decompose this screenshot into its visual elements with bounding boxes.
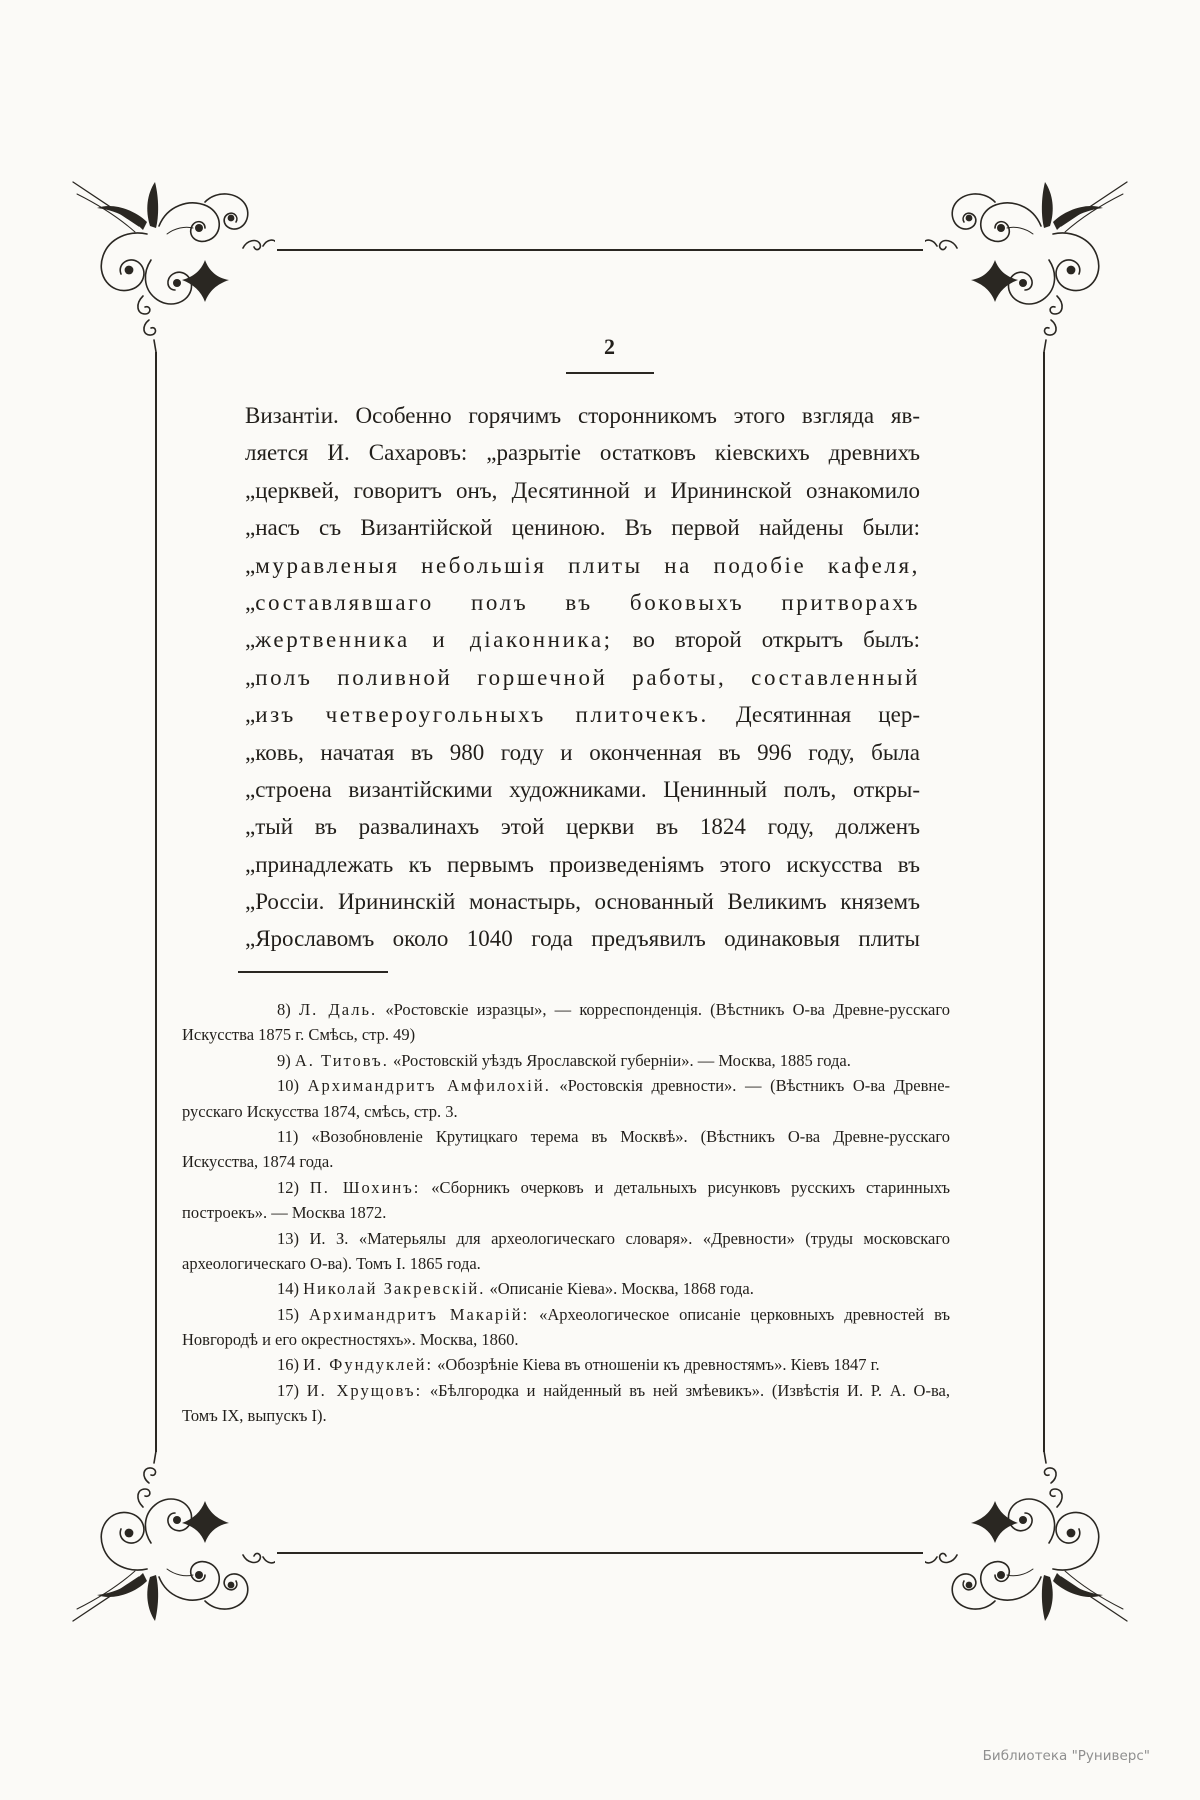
text-segment: ляется И. Сахаровъ: „разрытіе остатковъ кіевскихъ древнихъ [245,440,920,466]
body-text-line [245,920,920,957]
emphasized-text-segment: жертвенника и діаконника; [255,627,613,653]
footnote-line [182,1226,950,1251]
text-segment: археологическаго О-ва). Томъ I. 1865 года. [182,1253,481,1273]
body-text-line [245,621,920,658]
body-text-line [245,509,920,546]
text-segment: „ковь, начатая въ 980 году и оконченная въ 996 году, была [245,739,920,765]
footnote-line [182,1124,950,1149]
body-text [245,397,920,958]
page-number-rule [566,372,654,374]
text-segment: 8) [277,1000,299,1019]
footnote-line [182,1175,950,1200]
body-text-line [245,846,920,883]
text-segment: 12) [277,1177,310,1197]
emphasized-text-segment: И. Фундуклей: [303,1355,434,1375]
text-segment: Новгородѣ и его окрестностяхъ». Москва, 1860. [182,1330,519,1350]
text-segment: 16) [277,1355,304,1375]
text-segment: „тый въ развалинахъ этой церкви въ 1824 году, долженъ [245,814,920,840]
text-segment: Византіи. Особенно горячимъ сторонникомъ этого взгляда яв- [245,403,920,428]
text-segment: 9) [277,1050,295,1070]
text-segment: Искусства 1875 г. Смѣсь, стр. 49) [182,1025,416,1045]
emphasized-text-segment: изъ четвероугольныхъ плиточекъ. [255,702,709,728]
emphasized-text-segment: муравленыя небольшія плиты на подобіе кафеля, [255,552,920,578]
corner-ornament-bottom-left [55,1405,275,1635]
text-segment: «Ростовскій уѣздъ Ярославской губерніи». — Москва, 1885 года. [388,1050,851,1070]
emphasized-text-segment: полъ поливной горшечной работы, составленный [255,664,920,690]
text-segment: Десятинная цер- [708,702,920,728]
emphasized-text-segment: Архимандритъ Макарій: [308,1304,530,1324]
text-segment: «Сборникъ очерковъ и детальныхъ рисунковъ русскихъ старинныхъ [420,1177,950,1197]
text-segment: 15) [277,1304,309,1324]
body-text-line [245,434,920,471]
corner-ornament-bottom-right [925,1405,1145,1635]
footnote-line [182,1149,950,1174]
text-segment: «Археологическое описаніе церковныхъ древностей въ [529,1304,950,1324]
text-segment: Томъ IX, выпускъ I). [182,1406,327,1426]
footnote-separator [238,971,388,973]
footnote-line [182,1403,950,1428]
text-segment: «Ростовскія древности». — (Вѣстникъ О-ва Древне- [550,1076,951,1096]
page-number: 2 [604,334,616,359]
corner-ornament-top-right [925,168,1145,398]
footnote-line [182,997,950,1022]
body-text-line [245,397,920,434]
footnote-line [182,1048,950,1073]
emphasized-text-segment: составлявшаго полъ въ боковыхъ притворахъ [255,589,920,615]
footnote-line [182,1327,950,1352]
emphasized-text-segment: Николай Закревскій. [303,1279,486,1299]
frame-line-left [155,352,157,1452]
body-text-line [245,659,920,696]
text-segment: „насъ съ Византійской цениною. Въ первой найдены были: [245,515,920,541]
text-segment: „ [245,664,256,690]
body-text-line [245,734,920,771]
body-text-line [245,584,920,621]
emphasized-text-segment: Л. Даль. [298,1000,378,1019]
emphasized-text-segment: Архимандритъ Амфилохій. [307,1076,551,1096]
text-segment: 14) [277,1279,304,1299]
body-text-line [245,771,920,808]
text-segment: 13) И. З. «Матерьялы для археологическаго словаря». «Древности» (труды московскаго [277,1228,950,1248]
text-segment: построекъ». — Москва 1872. [182,1203,387,1223]
footnote-line [182,1022,950,1047]
body-text-line [245,696,920,733]
footnote-line [182,1302,950,1327]
emphasized-text-segment: И. Хрущовъ: [306,1380,423,1400]
footnote-line [182,1378,950,1403]
text-segment: русскаго Искусства 1874, смѣсь, стр. 3. [182,1101,458,1121]
text-segment: „ [245,702,256,728]
footnote-line [182,1200,950,1225]
body-text-line [245,883,920,920]
body-text-line [245,547,920,584]
text-segment: „строена византійскими художниками. Ценинный полъ, откры- [245,776,920,802]
footnote-line [182,1352,950,1377]
text-segment: «Описаніе Кіева». Москва, 1868 года. [485,1279,754,1299]
text-segment: во второй открытъ былъ: [612,627,920,653]
corner-ornament-top-left [55,168,275,398]
text-segment: „церквей, говоритъ онъ, Десятинной и Ирининской ознакомило [245,477,920,503]
text-segment: «Обозрѣніе Кіева въ отношеніи къ древностямъ». Кіевъ 1847 г. [433,1355,880,1375]
text-segment: „ [245,589,256,615]
footnote-line [182,1251,950,1276]
body-text-line [245,472,920,509]
footnote-line [182,1073,950,1098]
footnote-line [182,1099,950,1124]
text-segment: „Ярославомъ около 1040 года предъявилъ одинаковыя плиты [245,926,920,952]
watermark: Библиотека "Руниверс" [982,1748,1150,1764]
footnotes [182,997,950,1429]
text-segment: „ [245,552,256,578]
frame-line-bottom [277,1552,923,1554]
text-segment: «Бѣлгородка и найденный въ ней змѣевикъ». (Извѣстія И. Р. А. О-ва, [422,1380,950,1400]
text-segment: „принадлежать къ первымъ произведеніямъ этого искусства въ [245,851,920,877]
text-segment: „Россіи. Ирининскій монастырь, основанный Великимъ княземъ [245,889,920,915]
text-segment: 10) [277,1076,308,1096]
footnote-line [182,1276,950,1301]
text-segment: «Ростовскіе изразцы», — корреспонденція. (Вѣстникъ О-ва Древне-русскаго [377,1000,950,1019]
emphasized-text-segment: П. Шохинъ: [309,1177,421,1197]
text-segment: Искусства, 1874 года. [182,1152,334,1172]
text-segment: 17) [277,1380,307,1400]
frame-line-top [277,249,923,251]
emphasized-text-segment: А. Титовъ. [294,1050,389,1070]
frame-line-right [1043,352,1045,1452]
body-text-line [245,808,920,845]
text-segment: 11) «Возобновленіе Крутицкаго терема въ Москвѣ». (Вѣстникъ О-ва Древне-русскаго [277,1126,950,1146]
text-segment: „ [245,627,256,653]
